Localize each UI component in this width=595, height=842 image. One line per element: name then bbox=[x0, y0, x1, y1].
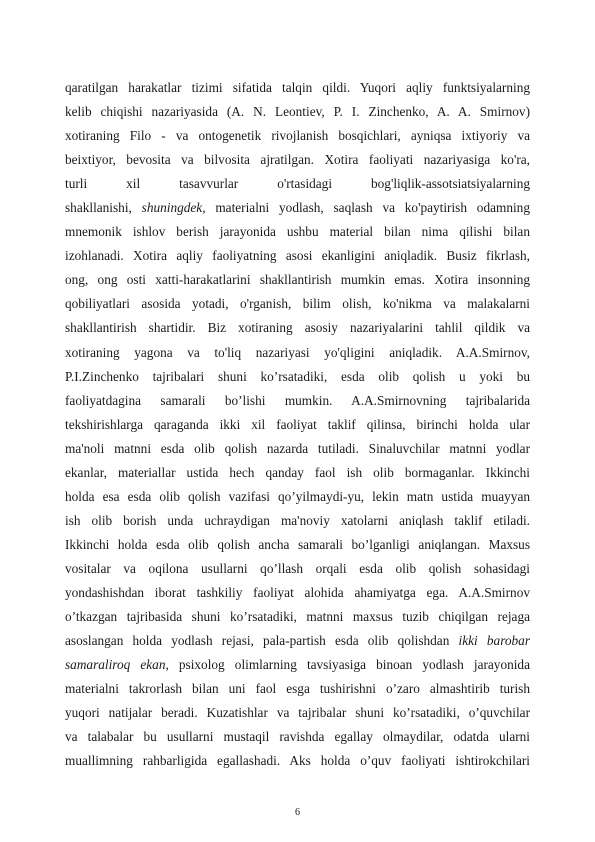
text-line: turli xil tasavvurlar o'rtasidagi bog'liqlik-assotsiatsiyalarning bbox=[65, 176, 530, 192]
text-line: shakllantirish shartidir. Biz xotiraning asosiy nazariyalarini tahlil qildik va bbox=[65, 320, 530, 336]
text-line: ekanlar, materiallar ustida hech qanday faol ish olib bormaganlar. Ikkinchi bbox=[65, 464, 530, 480]
text-line: ish olib borish unda uchraydigan ma'noviy xatolarni aniqlash taklif etiladi. bbox=[65, 512, 530, 528]
text-run: , materialni yodlash, saqlash va ko'paytirish odamning bbox=[202, 200, 530, 216]
text-run: asoslangan holda yodlash rejasi, pala-partish esda olib qolishdan bbox=[65, 633, 459, 649]
text-line: ma'noli matnni esda olib qolish nazarda tutiladi. Sinaluvchilar matnni yodlar bbox=[65, 440, 530, 456]
text-line: va talabalar bu usullarni mustaqil ravishda egallay olmaydilar, odatda ularni bbox=[65, 729, 530, 745]
text-line bbox=[65, 196, 530, 220]
text-line: beixtiyor, bevosita va bilvosita ajratilgan. Xotira faoliyati nazariyasiga ko'ra, bbox=[65, 152, 530, 168]
text-line: P.I.Zinchenko tajribalari shuni ko’rsatadiki, esda olib qolish u yoki bu bbox=[65, 368, 530, 384]
text-line: yondashishdan iborat tashkiliy faoliyat alohida ahamiyatga ega. A.A.Smirnov bbox=[65, 584, 530, 600]
text-line: ong, ong osti xatti-harakatlarini shakllantirish mumkin emas. Xotira insonning bbox=[65, 272, 530, 288]
italic-term: ikki barobar bbox=[458, 633, 530, 649]
text-line: qaratilgan harakatlar tizimi sifatida talqin qildi. Yuqori aqliy funktsiyalarning bbox=[65, 80, 530, 95]
text-line: vositalar va oqilona usullarni qo’llash orqali esda olib qolish sohasidagi bbox=[65, 560, 530, 576]
text-run: , psixolog olimlarning tavsiyasiga binoan yodlash jarayonida bbox=[165, 657, 530, 673]
text-line: muallimning rahbarligida egallashadi. Aks holda o’quv faoliyati ishtirokchilari bbox=[65, 753, 530, 769]
text-line: kelib chiqishi nazariyasida (A. N. Leontiev, P. I. Zinchenko, A. A. Smirnov) bbox=[65, 104, 530, 120]
text-line: xotiraning Filo - va ontogenetik rivojlanish bosqichlari, ayniqsa ixtiyoriy va bbox=[65, 128, 530, 144]
text-line: Ikkinchi holda esda olib qolish ancha samarali bo’lganligi aniqlangan. Maxsus bbox=[65, 536, 530, 552]
page-number: 6 bbox=[295, 807, 300, 818]
italic-term: samaraliroq ekan bbox=[65, 657, 166, 673]
italic-term: shuningdek bbox=[141, 200, 203, 216]
text-line bbox=[65, 629, 530, 653]
text-line: tekshirishlarga qaraganda ikki xil faoliyat taklif qilinsa, birinchi holda ular bbox=[65, 416, 530, 432]
text-line: faoliyatdagina samarali bo’lishi mumkin. A.A.Smirnovning tajribalarida bbox=[65, 392, 530, 408]
text-line bbox=[65, 653, 530, 677]
text-line: mnemonik ishlov berish jarayonida ushbu material bilan nima qilishi bilan bbox=[65, 224, 530, 240]
text-line: o’tkazgan tajribasida shuni ko’rsatadiki, matnni maxsus tuzib chiqilgan rejaga bbox=[65, 609, 530, 625]
text-line: materialni takrorlash bilan uni faol esga tushirishni o’zaro almashtirib turish bbox=[65, 681, 530, 697]
text-line: qobiliyatlari asosida yotadi, o'rganish, bilim olish, ko'nikma va malakalarni bbox=[65, 296, 530, 312]
text-line: yuqori natijalar beradi. Kuzatishlar va tajribalar shuni ko’rsatadiki, o’quvchilar bbox=[65, 705, 530, 721]
text-line: holda esa esda olib qolish vazifasi qo’yilmaydi-yu, lekin matn ustida muayyan bbox=[65, 488, 530, 504]
body-text bbox=[65, 76, 530, 773]
text-run: shakllanishi, bbox=[65, 200, 142, 216]
text-line: izohlanadi. Xotira aqliy faoliyatning asosi ekanligini aniqladik. Busiz fikrlash, bbox=[65, 248, 530, 264]
text-line: xotiraning yagona va to'liq nazariyasi yo'qligini aniqladik. A.A.Smirnov, bbox=[65, 344, 530, 360]
